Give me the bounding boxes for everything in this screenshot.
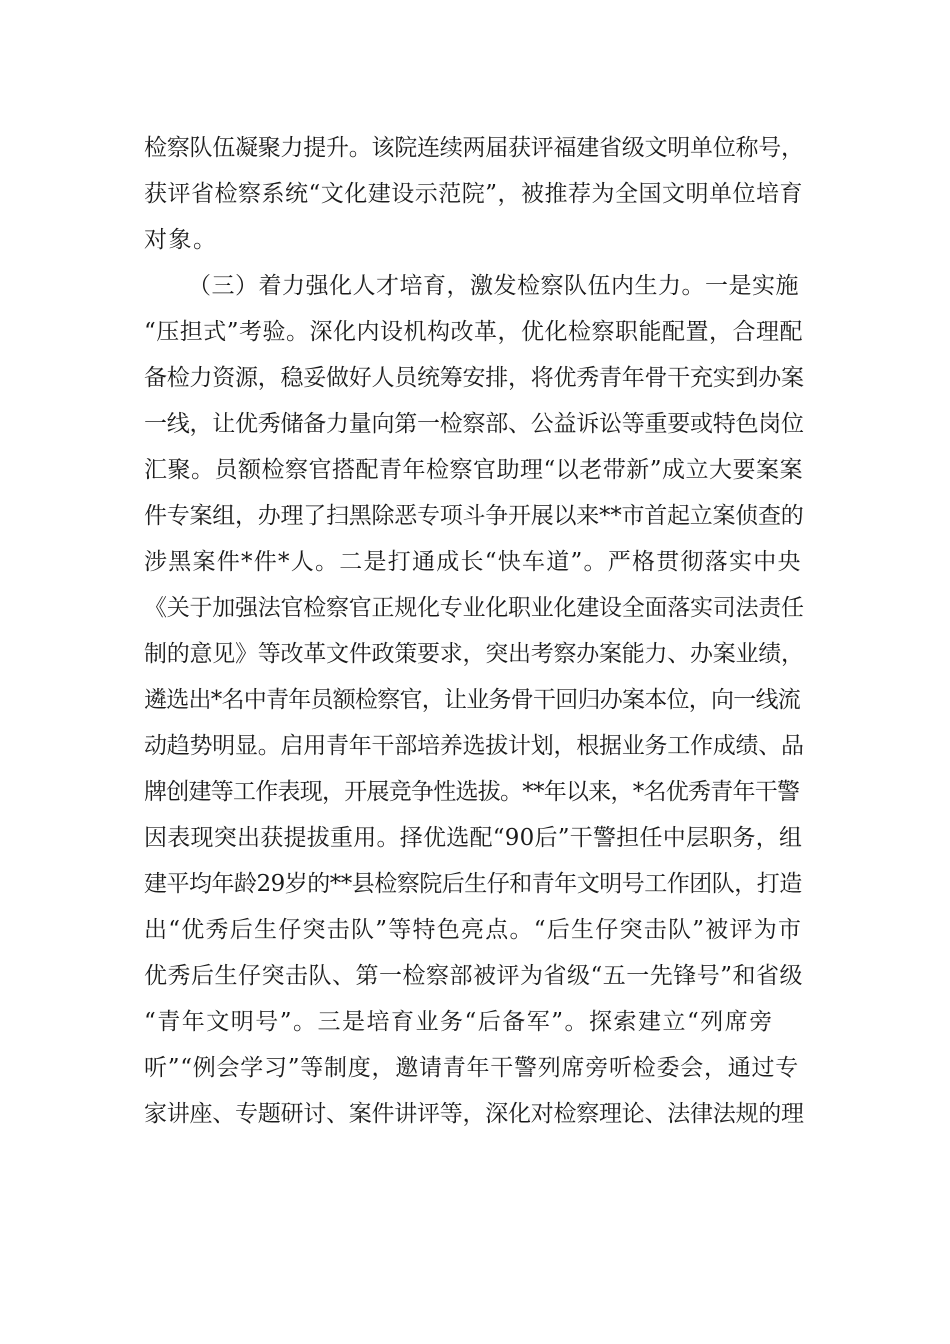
paragraph-line: 牌创建等工作表现，开展竞争性选拔。**年以来，*名优秀青年干警	[144, 779, 800, 805]
paragraph-line: 涉黑案件*件*人。二是打通成长“快车道”。严格贯彻落实中央	[144, 549, 802, 575]
paragraph-line: 优秀后生仔突击队、第一检察部被评为省级“五一先锋号”和省级	[144, 963, 804, 989]
paragraph-line: “压担式”考验。深化内设机构改革，优化检察职能配置，合理配	[144, 319, 804, 345]
paragraph-line: “青年文明号”。三是培育业务“后备军”。探索建立“列席旁	[144, 1009, 774, 1035]
paragraph-line: 检察队伍凝聚力提升。该院连续两届获评福建省级文明单位称号，	[144, 135, 804, 161]
paragraph-line: 获评省检察系统“文化建设示范院”，被推荐为全国文明单位培育	[144, 181, 804, 207]
paragraph-line: 听”“例会学习”等制度，邀请青年干警列席旁听检委会，通过专	[144, 1055, 800, 1081]
paragraph-line: 汇聚。员额检察官搭配青年检察官助理“以老带新”成立大要案案	[144, 457, 804, 483]
paragraph-line: 《关于加强法官检察官正规化专业化职业化建设全面落实司法责任	[144, 595, 804, 621]
paragraph-line: 件专案组，办理了扫黑除恶专项斗争开展以来**市首起立案侦查的	[144, 503, 804, 529]
paragraph-line: 家讲座、专题研讨、案件讲评等，深化对检察理论、法律法规的理	[144, 1101, 804, 1127]
paragraph-line: 制的意见》等改革文件政策要求，突出考察办案能力、办案业绩，	[144, 641, 804, 667]
paragraph-line: 备检力资源，稳妥做好人员统筹安排，将优秀青年骨干充实到办案	[144, 365, 804, 391]
paragraph-line: 对象。	[144, 227, 218, 253]
paragraph-line: 一线，让优秀储备力量向第一检察部、公益诉讼等重要或特色岗位	[144, 411, 804, 437]
paragraph-line: 建平均年龄29岁的**县检察院后生仔和青年文明号工作团队，打造	[144, 871, 802, 897]
paragraph-line: 因表现突出获提拔重用。择优选配“90后”干警担任中层职务，组	[144, 825, 803, 851]
paragraph-line: 出“优秀后生仔突击队”等特色亮点。“后生仔突击队”被评为市	[144, 917, 803, 943]
paragraph-line: 动趋势明显。启用青年干部培养选拔计划，根据业务工作成绩、品	[144, 733, 804, 759]
section-heading-line: （三）着力强化人才培育，激发检察队伍内生力。一是实施	[188, 273, 799, 299]
paragraph-line: 遴选出*名中青年员额检察官，让业务骨干回归办案本位，向一线流	[144, 687, 800, 713]
